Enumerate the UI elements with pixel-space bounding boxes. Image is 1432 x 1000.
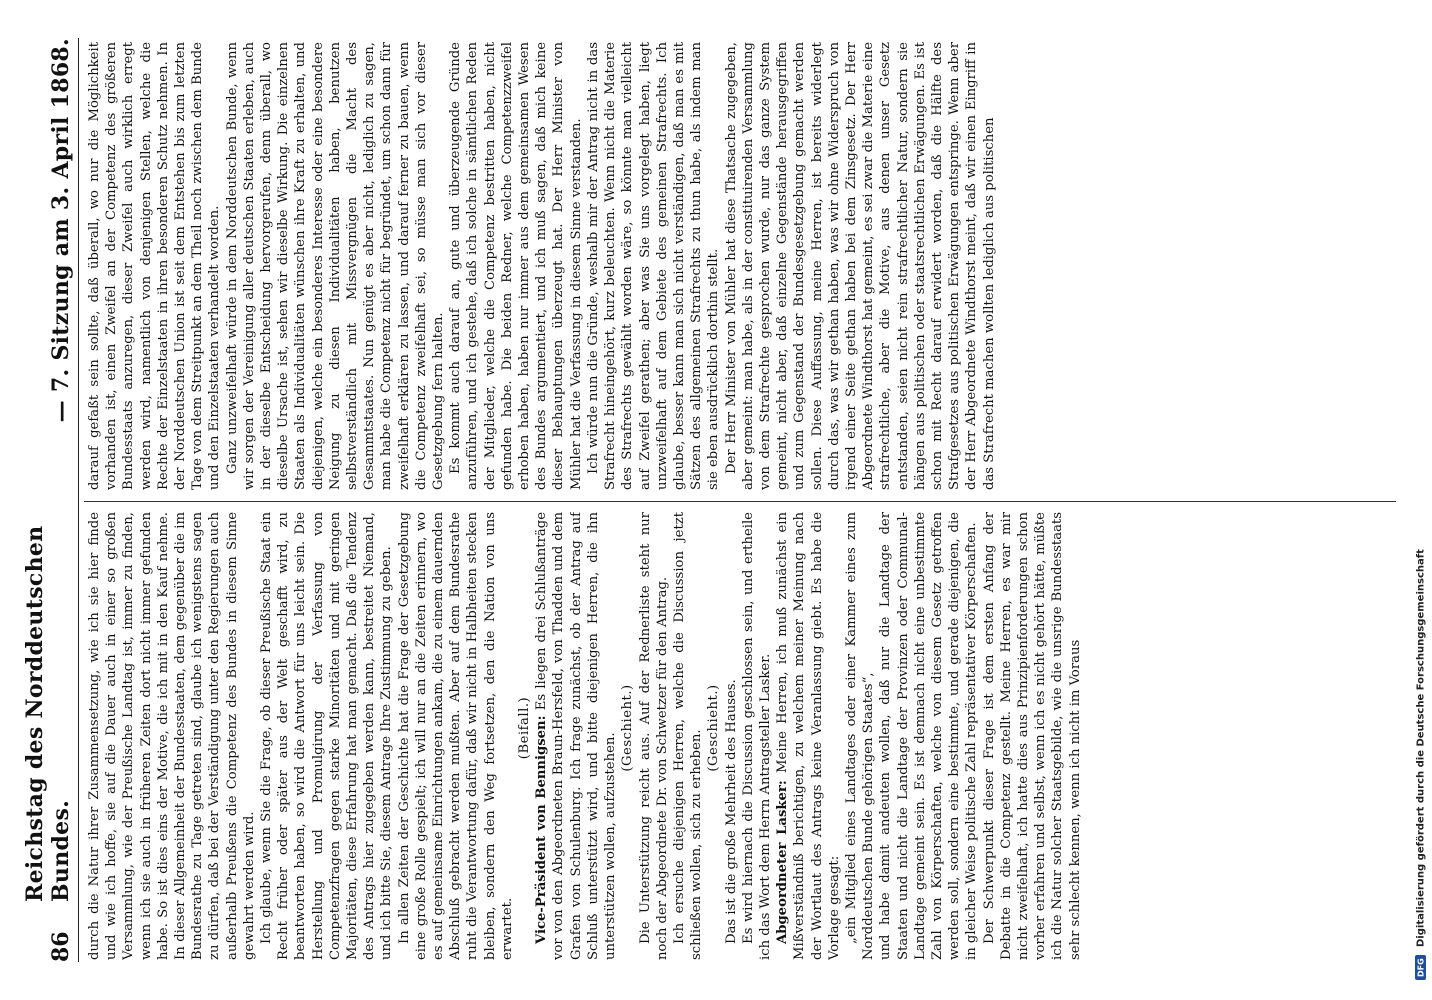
speaker-name: Vice-Präsident von Bennigsen: — [534, 715, 550, 944]
digitization-credit — [1414, 20, 1428, 980]
paragraph: darauf gefaßt sein sollte, daß überall, wo nur die Möglichkeit vorhanden ist, einen Zweifel an der Competenz des größeren Bundesstaats anzuregen, dieser Zweifel auch wirklich erregt werden wird, namentlich von denjenigen Stellen, welche die Rechte der Einzelstaaten in ihren besonderen Schutz nehmen. In der Norddeutschen Union ist seit dem Entstehen bis zum letzten Tage von dem Streitpunkt an dem Theil noch zwischen dem Bunde und den Einzelstaaten verhandelt worden. — [87, 42, 223, 490]
paragraph: Der Herr Minister von Mühler hat diese Thatsache zugegeben, aber gemeint: man habe, als in der constituirenden Versammlung von dem Strafrechte gesprochen wurde, nur das ganze System gemeint, nicht aber, daß einzelne Gegenstände herausgegriffen und zum Gegenstand der Bundesgesetzgebung gemacht werden sollen. Diese Auffassung, meine Herren, ist bereits widerlegt durch das, was wir gethan haben, was wir ohne Widerspruch von irgend einer Seite gethan haben bei dem Zinsgesetz. Der Herr Abgeordnete Windthorst hat gemeint, es sei zwar die Materie eine strafrechtliche, aber die Motive, aus denen unser Gesetz entstanden, seien nicht rein strafrechtlicher Natur, sondern sie hängen aus politischen oder staatsrechtlichen Erwägungen. Es ist schon mit Recht darauf erwidert worden, daß die Hälfte des Strafgesetzes aus politischen Erwägungen entspringe. Wenn aber der Herr Abgeordnete Windthorst meint, daß wir einen Eingriff in das Strafrecht machen wollten lediglich aus politischen — [723, 42, 997, 490]
dfg-logo: DFG — [1416, 955, 1427, 980]
right-column — [86, 42, 1396, 490]
paragraph: Ich ersuche diejenigen Herren, welche die Discussion jetzt schließen wollen, sich zu erheben. — [671, 512, 705, 960]
stage-direction: (Geschieht.) — [706, 684, 722, 772]
speech-text: Es liegen drei Schlußanträge vor von den Abgeordneten Braun-Hersfeld, von Thadden und dem Grafen von Schulenburg. Ich frage zunächst, ob der Antrag auf Schluß unterstützt wird, und bitte diejenigen Herren, die ihn unterstützen wollen, aufzustehen. — [534, 512, 619, 960]
header-rule — [78, 38, 79, 962]
stage-direction: (Geschieht.) — [620, 684, 636, 772]
speaker-paragraph — [774, 512, 843, 960]
stage-direction: (Beifall.) — [517, 696, 533, 760]
paragraph: Ganz unzweifelhaft würde in dem Norddeutschen Bunde, wenn wir sorgen der Vereinigung aller deutschen Staaten erleben, auch in der dieselbe Entscheidung hervorgerufen, denn überall, wo dieselbe Ursache ist, sehen wir dieselbe Wirkung. Die einzelnen Staaten als Individualitäten wünschen ihre Kraft zu erhalten, und diejenigen, welche ein besonderes Interesse oder eine besondere Neigung zu diesen Individualitäten haben, benutzen selbstverständlich mit Missvergnügen die Macht des Gesammtstaates. Nun genügt es aber nicht, lediglich zu sagen, man habe die Competenz nicht für begründet, um schon dann für zweifelhaft erklären zu lassen, und darauf ferner zu bauen, wenn die Competenz zweifelhaft sei, so müsse man sich vor dieser Gesetzgebung fern halten. — [224, 42, 447, 490]
page-header — [22, 38, 74, 962]
left-column — [86, 512, 1396, 960]
paragraph: Die Unterstützung reicht aus. Auf der Rednerliste steht nur noch der Abgeordnete Dr. von Schwetzer für den Antrag. — [637, 512, 670, 960]
paragraph: Es kommt auch darauf an, gute und überzeugende Gründe anzuführen, und ich gestehe, daß ich solche in sämtlichen Reden der Mitglieder, welche die Competenz bestritten haben, nicht gefunden habe. Die beiden Redner, welche Competenzzweifel erhoben haben, haben nur immer aus dem gemeinsamen Wesen des Bundes argumentiert, und ich muß sagen, daß mich keine dieser Behauptungen überzeugt hat. Der Herr Minister von Mühler hat die Verfassung in diesem Sinne verstanden. — [448, 42, 584, 490]
session-title: — 7. Sitzung am 3. April 1868. — [48, 38, 74, 423]
speaker-name: Abgeordneter Lasker: — [775, 780, 791, 944]
paragraph: und habe damit andeuten wollen, daß nur die Landtage der Staaten und nicht die Landtage der Provinzen oder Communal-Landtage gemeint sein. Es ist demnach nicht eine unbestimmte Zahl von Körperschaften, welche von diesem Gesetz getroffen werden soll, sondern eine bestimmte, und gerade diejenigen, die in gleicher Weise politische Zahl repräsentativer Körperschaften. — [878, 512, 980, 960]
page-number: 86 — [48, 931, 74, 962]
paragraph: Das ist die große Mehrheit des Hauses. — [723, 679, 739, 944]
paragraph: durch die Natur ihrer Zusammensetzung, wie ich sie hier finde und wie ich hoffe, sie auf die Dauer auch in einer so großen Versammlung, wie der Preußische Landtag ist, immer zu finden, wenn ich sie auch in früheren Zeiten dort nicht immer gefunden habe. So ist dies eins der Motive, die ich mit in den Kauf nehme. In dieser Allgemeinheit der Bundesstaaten, dem gegenüber die im Bundesrathe zu Tage getreten sind, glaube ich wenigstens sagen zu dürfen, daß bei der Verständigung unter den Regierungen auch außerhalb Preußens die Competenz des Bundes in diesem Sinne gewahrt werden wird. — [87, 512, 257, 960]
paragraph: Der Schwerpunkt dieser Frage ist dem ersten Anfang der Debatte in die Competenz gestellt. Meine Herren, es war mir nicht zweifelhaft, ich hatte dies aus Prinzipienforderungen schon vorher erfahren und selbst, wenn ich es nicht gehört hätte, müßte ich die Natur solcher Staatsgebilde, wie die unsrige Bundesstaats sehr schlecht kennen, wenn ich nicht im Voraus — [981, 512, 1083, 960]
rotated-document-page — [22, 30, 1406, 970]
running-title: Reichstag des Norddeutschen Bundes. — [22, 525, 74, 902]
quotation: „ein Mitglied eines Landtages oder einer Kammer eines zum Norddeutschen Bunde gehörigen Staates“, — [843, 512, 877, 960]
speech-text: Meine Herren, ich muß zunächst ein Mißverständniß berichtigen, zu welchem meiner Meinung nach der Wortlaut des Antrags keine Veranlassung giebt. Es habe die Vorlage gesagt: — [775, 512, 842, 960]
column-separator — [84, 501, 1396, 502]
paragraph: Ich glaube, wenn Sie die Frage, ob dieser Preußische Staat ein Recht früher oder später aus der Welt geschafft wird, zu beantworten haben, so wird die Antwort für uns leicht sein. Die Herstellung und Promulgirung der Verfassung von Competenzfragen gegen starke Minoritäten und mit geringen Majoritäten, diese Erfahrung hat man gemacht. Daß die Tendenz des Antrags hier zugegeben werden kann, bestreitet Niemand, und ich bitte Sie, diesem Antrage Ihre Zustimmung zu geben. — [259, 512, 395, 960]
speaker-paragraph — [533, 512, 619, 960]
paragraph: In allen Zeiten der Geschichte hat die Frage der Gesetzgebung eine große Rolle gespielt; ich will nur an die Zeiten erinnern, wo es auf gemeinsame Einrichtungen ankam, die zu einem dauernden Abschluß gebracht werden mußten. Aber auf dem Bundesrathe ruht die Verantwortung dafür, daß wir nicht in Halbheiten stecken bleiben, sondern den Weg fortsetzen, den die Nation von uns erwartet. — [396, 512, 515, 960]
credit-text: Digitalisierung gefördert durch die Deutsche Forschungsgemeinschaft — [1415, 549, 1427, 948]
paragraph: Ich würde nun die Gründe, weshalb mir der Antrag nicht in das Strafrecht hineingehört, kurz beleuchten. Wenn nicht die Materie des Strafrechts gewählt worden wäre, so könnte man vielleicht auf Zweifel gerathen; aber was Sie uns vorgelegt haben, liegt unzweifelhaft auf dem Gebiete des gemeinen Strafrechts. Ich glaube, besser kann man sich nicht verständigen, daß man es mit Sätzen des allgemeinen Strafrechts zu thun habe, als indem man sie eben ausdrücklich dorthin stellt. — [585, 42, 722, 490]
paragraph: Es wird hiernach die Discussion geschlossen sein, und ertheile ich das Wort dem Herrn Antragsteller Lasker. — [740, 512, 773, 960]
